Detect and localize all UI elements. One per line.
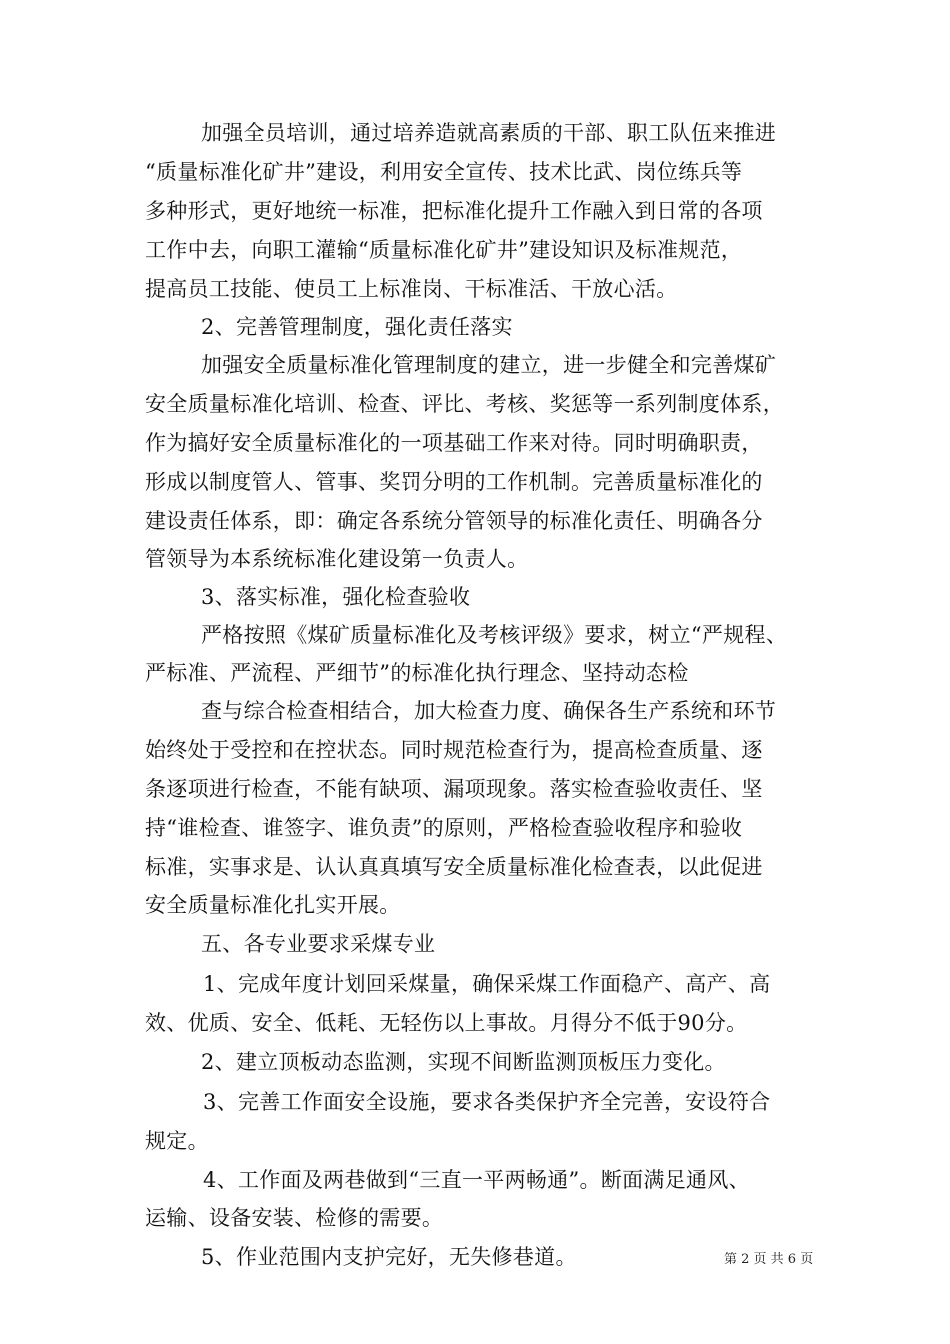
paragraph-line: 规定。 [145, 1129, 209, 1153]
paragraph-line: 效、优质、安全、低耗、无轻伤以上事故。月得分不低于90分。 [145, 1011, 748, 1035]
paragraph-line: 加强安全质量标准化管理制度的建立，进一步健全和完善煤矿 [201, 353, 777, 377]
paragraph-line: 作为搞好安全质量标准化的一项基础工作来对待。同时明确职责， [145, 431, 763, 455]
paragraph-line: 管领导为本系统标准化建设第一负责人。 [145, 547, 529, 571]
paragraph-line: 2、建立顶板动态监测，实现不间断监测顶板压力变化。 [201, 1050, 726, 1074]
paragraph-line: 4、工作面及两巷做到“三直一平两畅通”。断面满足通风、 [203, 1168, 750, 1192]
paragraph-line: 工作中去，向职工灌输“质量标准化矿井”建设知识及标准规范， [145, 238, 743, 262]
paragraph-line: 严格按照《煤矿质量标准化及考核评级》要求，树立“严规程、 [201, 623, 788, 647]
paragraph-line: 3、完善工作面安全设施，要求各类保护齐全完善，安设符合 [203, 1090, 771, 1114]
paragraph-line: 条逐项进行检查，不能有缺项、漏项现象。落实检查验收责任、坚 [145, 777, 763, 801]
paragraph-line: 形成以制度管人、管事、奖罚分明的工作机制。完善质量标准化的 [145, 470, 763, 494]
paragraph-line: 持“谁检查、谁签字、谁负责”的原则，严格检查验收程序和验收 [145, 816, 743, 840]
section-heading: 2、完善管理制度，强化责任落实 [201, 315, 513, 339]
paragraph-line: 5、作业范围内支护完好，无失修巷道。 [201, 1245, 577, 1269]
paragraph-line: 运输、设备安装、检修的需要。 [145, 1206, 444, 1230]
paragraph-line: “质量标准化矿井”建设，利用安全宣传、技术比武、岗位练兵等 [145, 160, 743, 184]
paragraph-line: 多种形式，更好地统一标准，把标准化提升工作融入到日常的各项 [145, 199, 763, 223]
paragraph-line: 始终处于受控和在控状态。同时规范检查行为，提高检查质量、逐 [145, 738, 763, 762]
paragraph-line: 安全质量标准化扎实开展。 [145, 893, 401, 917]
paragraph-line: 1、完成年度计划回采煤量，确保采煤工作面稳产、高产、高 [203, 972, 771, 996]
paragraph-line: 严标准、严流程、严细节”的标准化执行理念、坚持动态检 [145, 661, 689, 685]
page-number: 第 2 页 共 6 页 [724, 1252, 814, 1267]
paragraph-line: 建设责任体系，即：确定各系统分管领导的标准化责任、明确各分 [145, 509, 763, 533]
paragraph-line: 查与综合检查相结合，加大检查力度、确保各生产系统和环节 [201, 699, 777, 723]
paragraph-line: 加强全员培训，通过培养造就高素质的干部、职工队伍来推进 [201, 121, 777, 145]
paragraph-line: 提高员工技能、使员工上标准岗、干标准活、干放心活。 [145, 277, 678, 301]
paragraph-line: 标准，实事求是、认认真真填写安全质量标准化检查表，以此促进 [145, 855, 763, 879]
section-heading: 五、各专业要求采煤专业 [201, 932, 436, 956]
section-heading: 3、落实标准，强化检查验收 [201, 585, 471, 609]
paragraph-line: 安全质量标准化培训、检查、评比、考核、奖惩等一系列制度体系， [145, 392, 784, 416]
